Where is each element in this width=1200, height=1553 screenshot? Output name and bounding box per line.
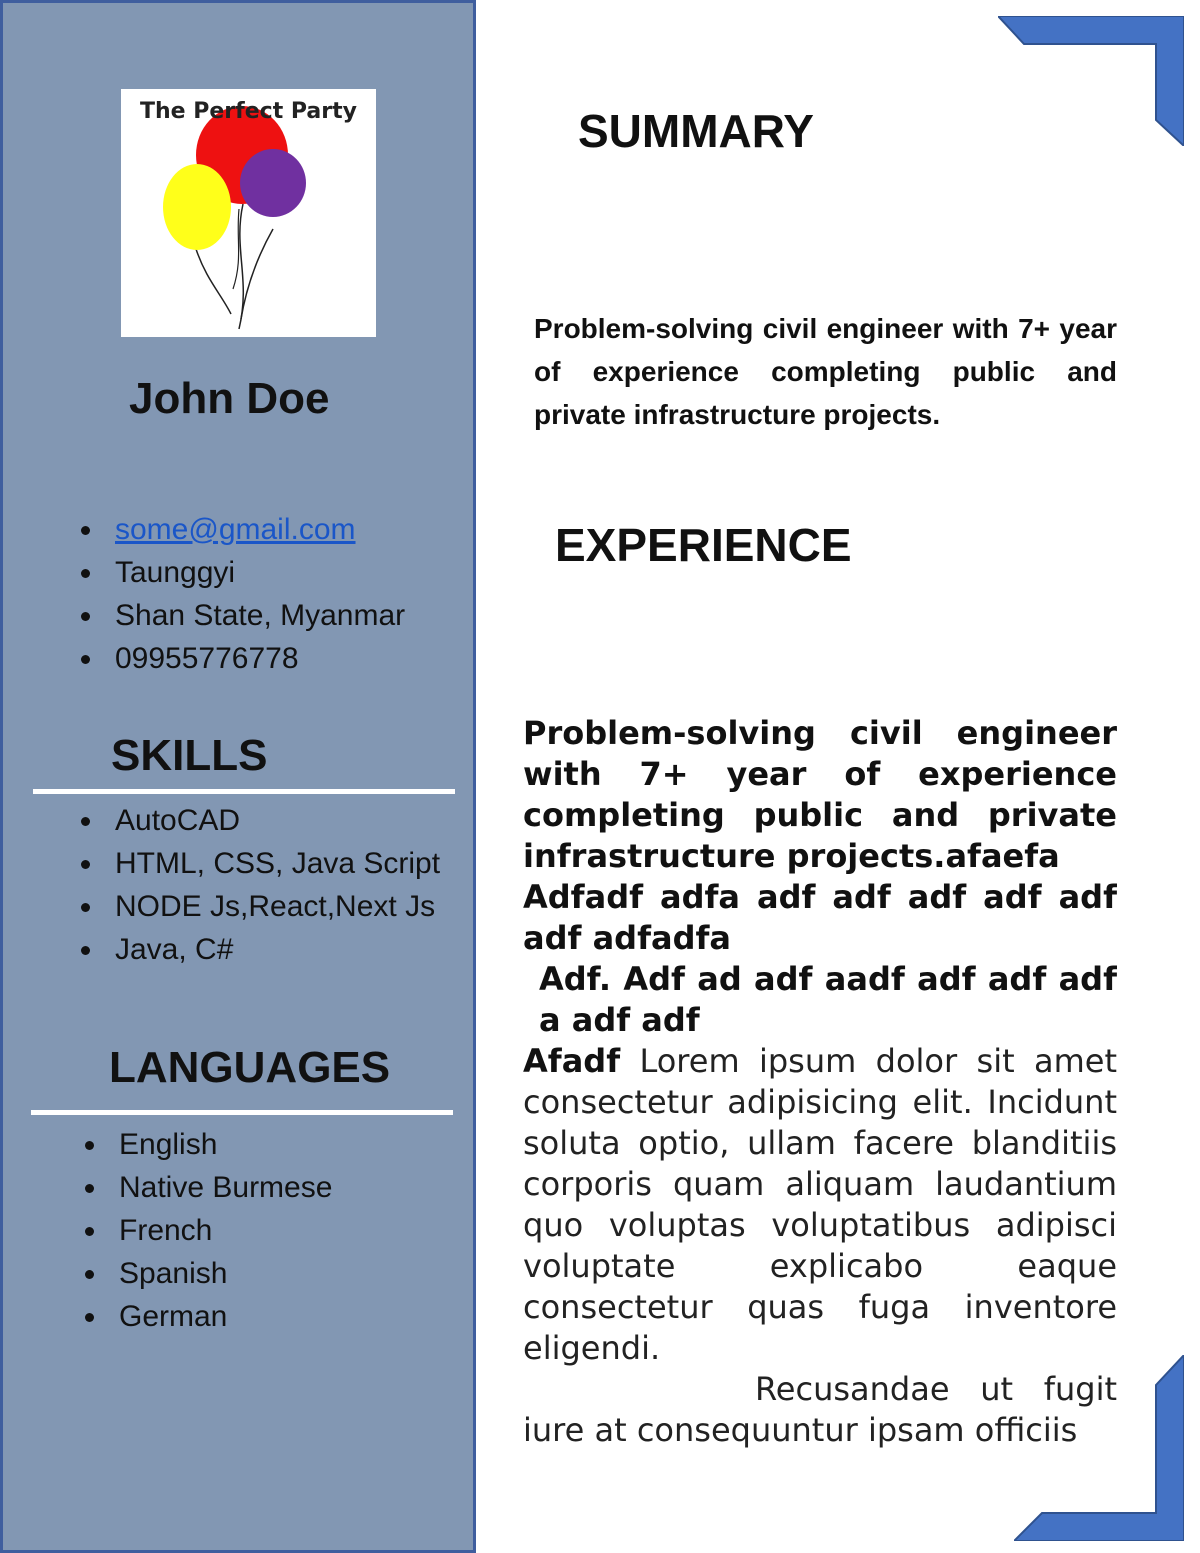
experience-paragraph: Recusandae ut fugit iure at consequuntur ipsam officiis xyxy=(523,1370,1117,1449)
email-link[interactable]: some@gmail.com xyxy=(115,513,356,546)
language-item: German xyxy=(83,1295,332,1338)
party-logo xyxy=(121,89,376,337)
contact-phone: 09955776778 xyxy=(79,637,405,680)
experience-paragraph: Problem-solving civil engineer with 7+ year of experience completing public and private infrastructure projects.afaefa xyxy=(523,714,1117,875)
person-name: John Doe xyxy=(129,374,330,423)
contact-email[interactable] xyxy=(79,508,405,551)
language-item: French xyxy=(83,1209,332,1252)
language-item: Spanish xyxy=(83,1252,332,1295)
skills-list xyxy=(79,799,440,971)
contact-city: Taunggyi xyxy=(79,551,405,594)
top-right-corner-decoration xyxy=(998,16,1184,146)
summary-text: Problem-solving civil engineer with 7+ year of experience completing public and private infrastructure projects. xyxy=(534,313,1117,430)
languages-list xyxy=(83,1123,332,1338)
skill-item: AutoCAD xyxy=(79,799,440,842)
skill-item: NODE Js,React,Next Js xyxy=(79,885,440,928)
experience-heading: EXPERIENCE xyxy=(555,519,852,571)
experience-paragraph: Adf. Adf ad adf aadf adf adf adf a adf adf xyxy=(539,960,1117,1039)
experience-lorem: Lorem ipsum dolor sit amet consectetur adipisicing elit. Incidunt soluta optio, ullam facere blanditiis corporis quam aliquam laudantium quo voluptas voluptatibus adipisci voluptate explicabo eaque consectetur quas fuga inventore eligendi. xyxy=(523,1042,1117,1367)
languages-divider xyxy=(31,1110,453,1115)
experience-paragraph xyxy=(523,1041,1117,1369)
language-item: English xyxy=(83,1123,332,1166)
bottom-right-corner-decoration xyxy=(1014,1355,1184,1541)
experience-lead: Afadf xyxy=(523,1042,621,1080)
summary-heading: SUMMARY xyxy=(578,105,814,157)
contact-region: Shan State, Myanmar xyxy=(79,594,405,637)
skill-item: Java, C# xyxy=(79,928,440,971)
skills-heading: SKILLS xyxy=(111,731,268,780)
contact-list xyxy=(79,508,405,680)
language-item: Native Burmese xyxy=(83,1166,332,1209)
logo-title: The Perfect Party xyxy=(140,99,357,124)
sidebar xyxy=(0,0,476,1553)
skills-divider xyxy=(33,789,455,794)
languages-heading: LANGUAGES xyxy=(109,1043,391,1092)
skill-item: HTML, CSS, Java Script xyxy=(79,842,440,885)
experience-paragraph: Adfadf adfa adf adf adf adf adf adf adfadfa xyxy=(523,878,1117,957)
balloons-icon xyxy=(121,89,376,337)
